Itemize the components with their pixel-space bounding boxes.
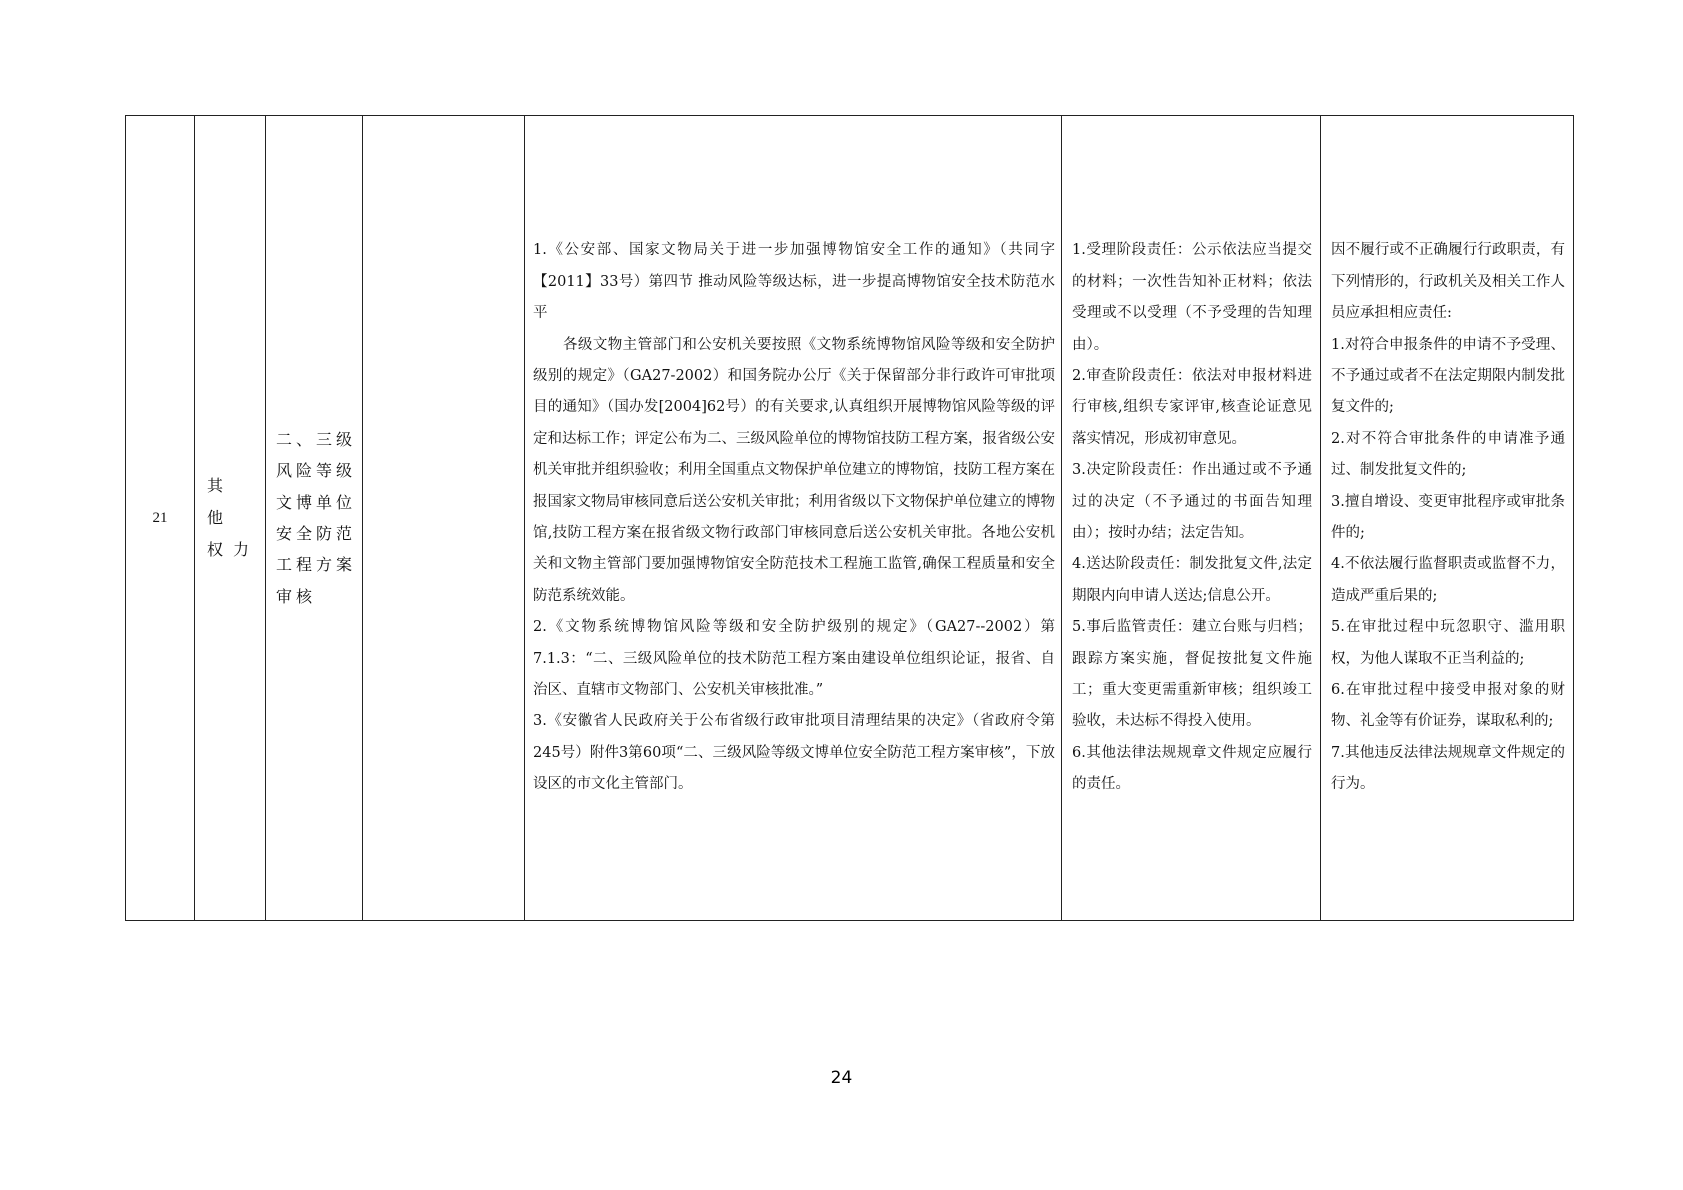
accountability-item: 2.对不符合审批条件的申请准予通过、制发批复文件的; — [1331, 430, 1565, 479]
item-name-cell — [266, 116, 363, 921]
accountability-item: 因不履行或不正确履行行政职责，有下列情形的，行政机关及相关工作人员应承担相应责任: — [1331, 242, 1565, 322]
basis-paragraph: 2.《文物系统博物馆风险等级和安全防护级别的规定》（GA27--2002）第7.1.3：“二、三级风险单位的技术防范工程方案由建设单位组织论证，报省、自治区、直辖市文物部门、公安机关审核批准。” — [533, 619, 1055, 699]
sub-item-cell — [363, 116, 525, 921]
row-number: 21 — [152, 509, 168, 526]
responsibility-item: 4.送达阶段责任：制发批复文件,法定期限内向申请人送达;信息公开。 — [1072, 556, 1312, 604]
power-list-table — [125, 115, 1574, 921]
basis-paragraph: 各级文物主管部门和公安机关要按照《文物系统博物馆风险等级和安全防护级别的规定》（GA27-2002）和国务院办公厅《关于保留部分非行政许可审批项目的通知》（国办发[2004]62号）的有关要求,认真组织开展博物馆风险等级的评定和达标工作；评定公布为二、三级风险单位的博物馆技防工程方案，报省级公安机关审批并组织验收；利用全国重点文物保护单位建立的博物馆，技防工程方案在报国家文物局审核同意后送公安机关审批；利用省级以下文物保护单位建立的博物馆,技防工程方案在报省级文物行政部门审核同意后送公安机关审批。各地公安机关和文物主管部门要加强博物馆安全防范技术工程施工监管,确保工程质量和安全防范系统效能。 — [533, 336, 1055, 604]
responsibility-list — [1062, 235, 1320, 800]
accountability-item: 3.擅自增设、变更审批程序或审批条件的; — [1331, 493, 1565, 541]
basis-paragraph: 1.《公安部、国家文物局关于进一步加强博物馆安全工作的通知》（共同字【2011】33号）第四节 推动风险等级达标，进一步提高博物馆安全技术防范水平 — [533, 242, 1055, 322]
row-number-cell — [126, 116, 195, 921]
page-number: 24 — [830, 1068, 853, 1088]
item-name: 二、三级风险等级文博单位安全防范工程方案审核 — [276, 429, 357, 606]
legal-basis — [525, 235, 1061, 800]
accountability-item: 7.其他违反法律法规规章文件规定的行为。 — [1331, 744, 1565, 793]
accountability-list — [1321, 235, 1573, 800]
responsibility-item: 6.其他法律法规规章文件规定应履行的责任。 — [1072, 744, 1312, 793]
accountability-item: 1.对符合申报条件的申请不予受理、不予通过或者不在法定期限内制发批复文件的; — [1331, 336, 1565, 416]
accountability-item: 4.不依法履行监督职责或监督不力，造成严重后果的; — [1331, 556, 1565, 604]
responsibility-item: 2.审查阶段责任：依法对申报材料进行审核,组织专家评审,核查论证意见落实情况，形成初审意见。 — [1072, 367, 1312, 447]
responsibility-cell — [1062, 116, 1321, 921]
legal-basis-cell — [525, 116, 1062, 921]
table-row — [126, 116, 1574, 921]
power-category: 其 他 权力 — [207, 476, 260, 559]
category-cell — [195, 116, 266, 921]
accountability-item: 5.在审批过程中玩忽职守、滥用职权，为他人谋取不正当利益的; — [1331, 619, 1565, 667]
responsibility-item: 1.受理阶段责任：公示依法应当提交的材料；一次性告知补正材料；依法受理或不以受理（不予受理的告知理由）。 — [1072, 242, 1312, 353]
accountability-cell — [1321, 116, 1574, 921]
responsibility-item: 3.决定阶段责任：作出通过或不予通过的决定（不予通过的书面告知理由）；按时办结；法定告知。 — [1072, 462, 1312, 541]
responsibility-item: 5.事后监管责任：建立台账与归档；跟踪方案实施，督促按批复文件施工；重大变更需重新审核；组织竣工验收，未达标不得投入使用。 — [1072, 619, 1312, 730]
accountability-item: 6.在审批过程中接受申报对象的财物、礼金等有价证券，谋取私利的; — [1331, 682, 1565, 730]
basis-paragraph: 3.《安徽省人民政府关于公布省级行政审批项目清理结果的决定》（省政府令第245号）附件3第60项“二、三级风险等级文博单位安全防范工程方案审核”，下放设区的市文化主管部门。 — [533, 713, 1055, 793]
